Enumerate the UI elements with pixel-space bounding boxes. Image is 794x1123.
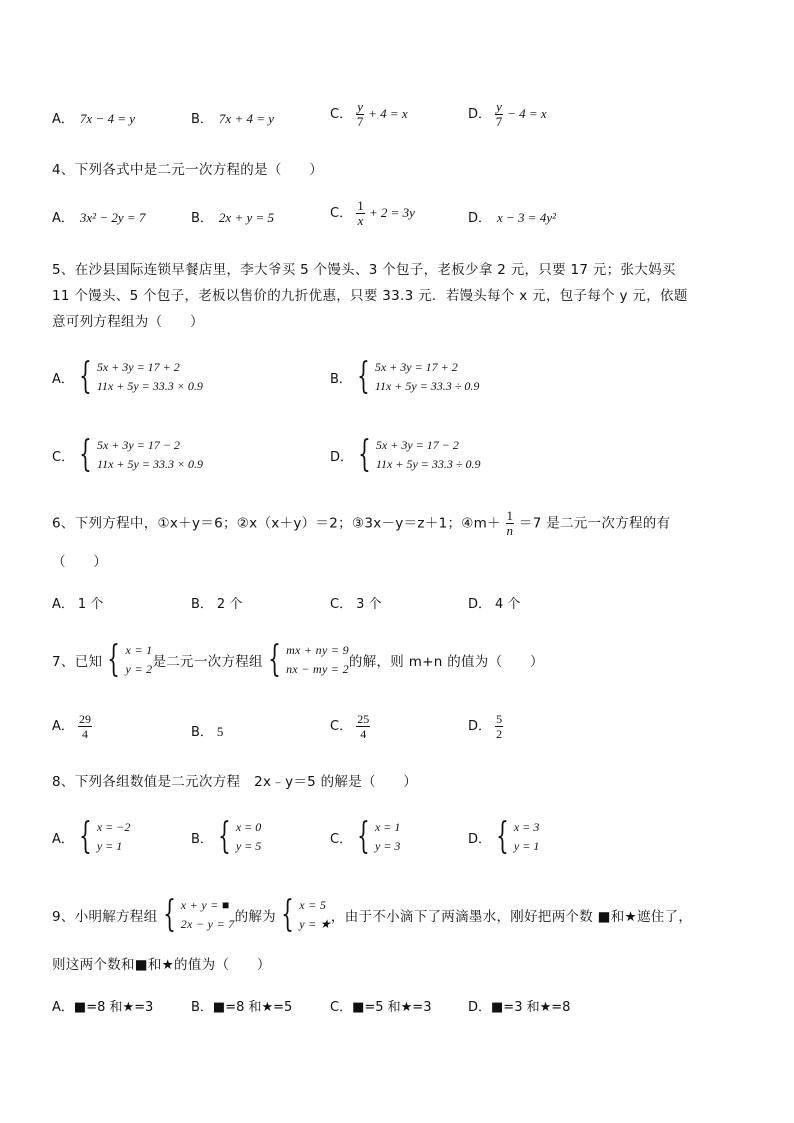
- fraction: [356, 199, 365, 228]
- q6-option-b[interactable]: [191, 593, 242, 612]
- option-label: A．: [52, 112, 74, 127]
- fraction: [506, 509, 515, 538]
- q4-option-a[interactable]: [52, 207, 145, 226]
- equation-row: x = 0: [235, 820, 262, 834]
- q8-option-b[interactable]: [191, 818, 261, 856]
- brace: {: [268, 639, 281, 680]
- denominator: x: [357, 213, 364, 228]
- option-label: A．: [52, 211, 74, 226]
- q4-option-b[interactable]: [191, 207, 274, 226]
- q7-stem-pre: 7、已知: [52, 654, 103, 670]
- option-label: A．: [52, 831, 74, 847]
- equation-row: 11x + 5y = 33.3 ÷ 0.9: [375, 457, 481, 471]
- option-label: B．: [191, 211, 213, 226]
- q3-option-d[interactable]: [468, 100, 547, 129]
- equation-row: 5x + 3y = 17 + 2: [374, 360, 458, 374]
- option-label: C．: [330, 1000, 353, 1015]
- q9-stem: [52, 896, 692, 934]
- equation-row: x = 1: [125, 643, 153, 657]
- option-text: 3 个: [356, 597, 382, 612]
- equation-row: 11x + 5y = 33.3 × 0.9: [96, 457, 204, 471]
- brace: {: [218, 816, 231, 857]
- option-label: A．: [52, 371, 74, 387]
- equation-row: 5x + 3y = 17 + 2: [96, 360, 180, 374]
- equation-row: 11x + 5y = 33.3 ÷ 0.9: [374, 379, 480, 393]
- q7-option-c[interactable]: [330, 712, 370, 741]
- option-expr: 2x + y = 5: [218, 210, 275, 225]
- q7-option-d[interactable]: [468, 712, 503, 741]
- option-expr: 7x + 4 = y: [218, 111, 275, 126]
- option-label: D．: [468, 107, 492, 122]
- q8-option-a[interactable]: [52, 818, 130, 856]
- q9-option-c[interactable]: [330, 996, 431, 1015]
- option-label: A．: [52, 1000, 74, 1015]
- equation-row: x + y = ■: [180, 898, 230, 912]
- numerator: 25: [357, 712, 370, 726]
- option-expr: 7x − 4 = y: [79, 111, 135, 126]
- numerator: 5: [496, 712, 503, 726]
- equation-row: 5x + 3y = 17 − 2: [375, 438, 459, 452]
- q3-option-c[interactable]: [330, 100, 408, 129]
- brace: {: [281, 894, 294, 935]
- brace: {: [79, 816, 92, 857]
- brace: {: [79, 434, 92, 475]
- q6-stem-part-b: ＝7 是二元一次方程的有: [518, 515, 671, 532]
- q9-option-d[interactable]: [468, 996, 570, 1015]
- option-text: 4 个: [495, 597, 521, 612]
- numerator: 29: [79, 712, 92, 726]
- equation-row: mx + ny = 9: [286, 643, 349, 657]
- brace: {: [357, 816, 370, 857]
- option-label: C．: [330, 206, 353, 221]
- brace: {: [496, 816, 509, 857]
- q5-option-a[interactable]: [52, 358, 203, 396]
- q9-stem-mid: 的解为: [234, 909, 276, 925]
- brace: {: [107, 639, 121, 680]
- option-label: D．: [330, 449, 354, 465]
- option-text: 5: [216, 724, 224, 739]
- numerator: y: [357, 99, 363, 114]
- option-label: D．: [468, 211, 492, 226]
- equation-row: 5x + 3y = 17 − 2: [96, 438, 180, 452]
- q4-stem: 4、下列各式中是二元一次方程的是（ ）: [52, 162, 324, 178]
- q9-stem-line2: 则这两个数和■和★的值为（ ）: [52, 957, 271, 973]
- option-text: ■=8 和★=3: [73, 1000, 154, 1015]
- equation-row: y = 3: [374, 839, 401, 853]
- option-text: 1 个: [77, 597, 104, 612]
- brace: {: [358, 434, 371, 475]
- option-expr: 3x² − 2y = 7: [79, 210, 146, 225]
- option-expr: x − 3 = 4y²: [497, 210, 556, 225]
- q3-option-b[interactable]: [191, 108, 274, 127]
- fraction: [356, 712, 370, 741]
- equation-row: y = 5: [235, 839, 262, 853]
- equation-row: x = 3: [513, 820, 540, 834]
- brace: {: [357, 356, 370, 397]
- q7-option-b[interactable]: [191, 721, 223, 740]
- q6-stem: [52, 509, 670, 538]
- q7-stem-post: 的解，则 m+n 的值为（ ）: [348, 654, 544, 670]
- equation-row: x = 5: [299, 898, 327, 912]
- equation-row: y = 1: [513, 839, 540, 853]
- denominator: 4: [360, 727, 367, 741]
- option-label: C．: [330, 597, 353, 612]
- option-text: ■=8 和★=5: [212, 1000, 293, 1015]
- equation-row: x = 1: [374, 820, 401, 834]
- numerator: y: [496, 99, 502, 114]
- option-label: D．: [468, 597, 492, 612]
- q6-option-d[interactable]: [468, 593, 520, 612]
- option-label: C．: [52, 449, 75, 465]
- equation-row: 2x − y = 7: [180, 917, 235, 931]
- option-label: C．: [330, 719, 353, 734]
- q8-option-d[interactable]: [468, 818, 539, 856]
- option-label: B．: [191, 725, 213, 740]
- q9-option-b[interactable]: [191, 996, 292, 1015]
- q7-stem-mid: 是二元一次方程组: [152, 654, 263, 670]
- option-text: ■=5 和★=3: [352, 1000, 432, 1015]
- q6-option-a[interactable]: [52, 593, 103, 612]
- q4-option-d[interactable]: [468, 207, 556, 226]
- option-label: A．: [52, 597, 74, 612]
- q6-stem-paren: （ ）: [52, 554, 108, 570]
- option-expr: + 2 = 3y: [368, 205, 415, 220]
- option-label: B．: [191, 831, 213, 847]
- q8-option-c[interactable]: [330, 818, 400, 856]
- equation-row: 11x + 5y = 33.3 × 0.9: [96, 379, 203, 393]
- denominator: 7: [356, 114, 364, 129]
- q3-option-a[interactable]: [52, 108, 135, 127]
- brace: {: [162, 894, 176, 935]
- q9-option-a[interactable]: [52, 996, 153, 1015]
- q7-option-a[interactable]: [52, 712, 92, 741]
- option-expr: − 4 = x: [507, 106, 547, 121]
- option-label: B．: [191, 112, 213, 127]
- equation-row: x = −2: [96, 820, 131, 834]
- q6-option-c[interactable]: [330, 593, 381, 612]
- q7-stem: [52, 641, 544, 679]
- denominator: n: [506, 523, 514, 538]
- option-label: B．: [191, 597, 213, 612]
- denominator: 4: [82, 727, 89, 741]
- option-label: A．: [52, 719, 74, 734]
- option-label: D．: [468, 1000, 492, 1015]
- equation-row: y = 2: [125, 662, 153, 676]
- option-text: ■=3 和★=8: [491, 1000, 571, 1015]
- q5-stem-line2: 11 个馒头、5 个包子，老板以售价的九折优惠，只要 33.3 元．若馒头每个 x 元，包子每个 y 元，依题: [52, 288, 688, 304]
- brace: {: [79, 356, 92, 397]
- q9-stem-post: ，由于不小滴下了两滴墨水，刚好把两个数 ■和★遮住了，: [330, 909, 693, 925]
- fraction: [356, 100, 364, 129]
- q8-stem: 8、下列各组数值是二元次方程 2x﹣y＝5 的解是（ ）: [52, 774, 418, 790]
- option-label: C．: [330, 107, 353, 122]
- fraction: [495, 100, 503, 129]
- option-label: D．: [468, 831, 492, 847]
- fraction: [78, 712, 92, 741]
- option-label: D．: [468, 719, 492, 734]
- fraction: [495, 712, 503, 741]
- option-label: C．: [330, 831, 353, 847]
- q5-option-b[interactable]: [330, 358, 479, 396]
- equation-row: y = ★: [299, 917, 331, 931]
- equation-row: nx − my = 2: [286, 662, 349, 676]
- equation-row: y = 1: [96, 839, 123, 853]
- numerator: 1: [357, 198, 364, 213]
- q9-stem-pre: 9、小明解方程组: [52, 909, 158, 925]
- denominator: 7: [495, 114, 503, 129]
- q5-stem-line1: 5、在沙县国际连锁早餐店里，李大爷买 5 个馒头、3 个包子，老板少拿 2 元，只要 17 元；张大妈买: [52, 262, 676, 278]
- q4-option-c[interactable]: [330, 199, 415, 228]
- option-label: B．: [191, 1000, 213, 1015]
- numerator: 1: [506, 508, 514, 523]
- q5-stem-line3: 意可列方程组为（ ）: [52, 314, 204, 330]
- option-expr: + 4 = x: [368, 106, 408, 121]
- option-label: B．: [330, 371, 352, 387]
- option-text: 2 个: [216, 597, 243, 612]
- q5-option-d[interactable]: [330, 436, 480, 474]
- denominator: 2: [496, 727, 503, 741]
- q5-option-c[interactable]: [52, 436, 203, 474]
- q6-stem-part-a: 6、下列方程中，①x＋y＝6；②x（x＋y）＝2；③3x－y＝z＋1；④m＋: [52, 515, 501, 532]
